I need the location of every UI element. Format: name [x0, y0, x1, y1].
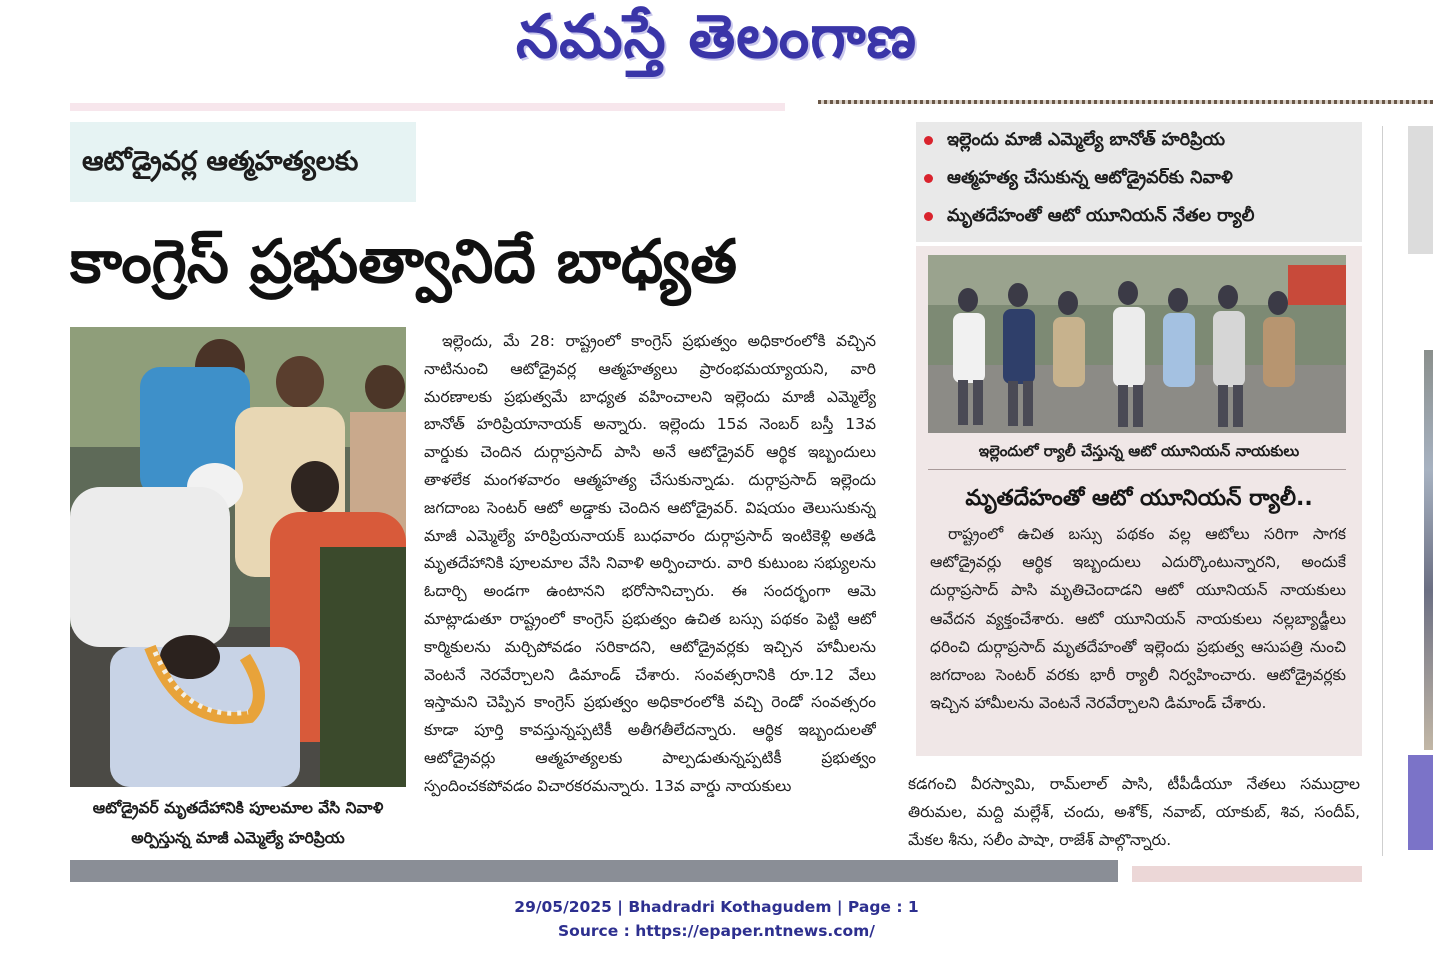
bullet-dot-icon — [924, 136, 933, 145]
highlight-item: ఆత్మహత్య చేసుకున్న ఆటోడ్రైవర్‌కు నివాళి — [924, 168, 1233, 192]
masthead-rule-right — [818, 100, 1433, 104]
article-photo-tribute — [70, 327, 406, 787]
photo-caption-rally: ఇల్లెందులో ర్యాలీ చేస్తున్న ఆటో యూనియన్ నాయకులు — [978, 442, 1300, 460]
photo-caption-main: ఆటోడ్రైవర్ మృతదేహానికి పూలమాల వేసి నివాళి అర్పిస్తున్న మాజీ ఎమ్మెల్యే హరిప్రియ — [92, 799, 384, 847]
highlights-box — [916, 122, 1362, 242]
masthead-rule-left — [70, 103, 785, 111]
page-footer-source: Source : https://epaper.ntnews.com/ — [558, 922, 875, 940]
article-body: ఇల్లెందు, మే 28: రాష్ట్రంలో కాంగ్రెస్ ప్రభుత్వం అధికారంలోకి వచ్చిన నాటినుంచి ఆటోడ్రైవర్ల ఆత్మహత్యలు ప్రారంభమయ్యాయని, వారి మరణాలకు ప్రభుత్వమే బాధ్యత వహించాలని ఇల్లెందు మాజీ ఎమ్మెల్యే బానోత్ హరిప్రియానాయక్ అన్నారు. ఇల్లెందు 15వ నెంబర్ బస్తీ 13వ వార్డుకు చెందిన దుర్గాప్రసాద్ పాసి అనే ఆటోడ్రైవర్ ఆర్థిక ఇబ్బందులు తాళలేక మంగళవారం ఆత్మహత్య చేసుకున్నాడు. దుర్గాప్రసాద్ ఇల్లెందు జగదాంబ సెంటర్ ఆటో అడ్డాకు చెందిన ఆటోడ్రైవర్. విషయం తెలుసుకున్న మాజీ ఎమ్మెల్యే హరిప్రియనాయక్ బుధవారం దుర్గాప్రసాద్ ఇంటికెళ్లి అతడి మృతదేహానికి పూలమాల వేసి నివాళి అర్పించారు. వారి కుటుంబ సభ్యులను ఓదార్చి అండగా ఉంటానని భరోసానిచ్చారు. ఈ సందర్భంగా ఆమె మాట్లాడుతూ రాష్ట్రంలో కాంగ్రెస్ ప్రభుత్వం ఉచిత బస్సు పథకం పెట్టి ఆటో కార్మికులను మర్చిపోవడం సరికాదని, ఆటోడ్రైవర్లకు ఇచ్చిన హామీలను వెంటనే నెరవేర్చాలని డిమాండ్ చేశారు. సంవత్సరానికి రూ.12 వేలు ఇస్తామని చెప్పిన కాంగ్రెస్ ప్రభుత్వం అధికారంలోకి వచ్చి రెండో సంవత్సరం కూడా పూర్తి కావస్తున్నప్పటికీ అతీగతీలేదన్నారు. ఆర్థిక ఇబ్బందులతో ఆటోడ్రైవర్లు ఆత్మహత్యలకు పాల్పడుతున్నప్పటికీ ప్రభుత్వం స్పందించకపోవడం విచారకరమన్నారు. 13వ వార్డు నాయకులు — [424, 332, 876, 795]
page-footer-info: 29/05/2025 | Bhadradri Kothagudem | Page : 1 — [514, 898, 919, 916]
bullet-dot-icon — [924, 174, 933, 183]
next-article-band — [1132, 866, 1362, 882]
sidebar-body: రాష్ట్రంలో ఉచిత బస్సు పథకం వల్ల ఆటోలు సరిగా సాగక ఆటోడ్రైవర్లు ఆర్థిక ఇబ్బందులు ఎదుర్కొంటున్నారని, అందుకే దుర్గాప్రసాద్ పాసి మృతిచెందాడని ఆటో యూనియన్ నాయకులు ఆవేదన వ్యక్తంచేశారు. ఆటో యూనియన్ నాయకులు నల్లబ్యాడ్జీలు ధరించి దుర్గాప్రసాద్ మృతదేహంతో ఇల్లెందు ప్రభుత్వ ఆసుపత్రి నుంచి జగదాంబ సెంటర్ వరకు భారీ ర్యాలీ నిర్వహించారు. ఆటోడ్రైవర్లకు ఇచ్చిన హామీలను వెంటనే నెరవేర్చాలని డిమాండ్ చేశారు. — [930, 525, 1346, 713]
caption-divider — [928, 469, 1346, 470]
adjacent-article-photo — [1424, 350, 1433, 750]
adjacent-article-heading-bg — [1408, 126, 1433, 254]
highlight-item: ఇల్లెందు మాజీ ఎమ్మెల్యే బానోత్ హరిప్రియ — [924, 130, 1225, 154]
adjacent-article-banner — [1408, 755, 1433, 850]
sidebar-subhead: మృతదేహంతో ఆటో యూనియన్ ర్యాలీ.. — [965, 486, 1313, 511]
article-kicker: ఆటోడ్రైవర్ల ఆత్మహత్యలకు — [70, 122, 416, 202]
newspaper-logo: నమస్తే తెలంగాణ — [515, 2, 918, 72]
masthead — [0, 0, 1433, 100]
article-body-continued: కడగంచి వీరస్వామి, రామ్‌లాల్ పాసి, టీపీడీయూ నేతలు సముద్రాల తిరుమల, మద్ది మల్లేశ్, చందు, అశోక్, నవాబ్, యాకుబ్, శివ, సందీప్, మేకల శీను, సలీం పాషా, రాజేశ్ పాల్గొన్నారు. — [908, 775, 1360, 849]
article-photo-rally — [928, 255, 1346, 433]
highlight-item: మృతదేహంతో ఆటో యూనియన్ నేతల ర్యాలీ — [924, 206, 1254, 230]
article-headline: కాంగ్రెస్ ప్రభుత్వానిదే బాధ్యత — [70, 227, 738, 297]
bullet-dot-icon — [924, 212, 933, 221]
advertisement-band — [70, 860, 1118, 882]
column-divider — [1382, 126, 1383, 856]
